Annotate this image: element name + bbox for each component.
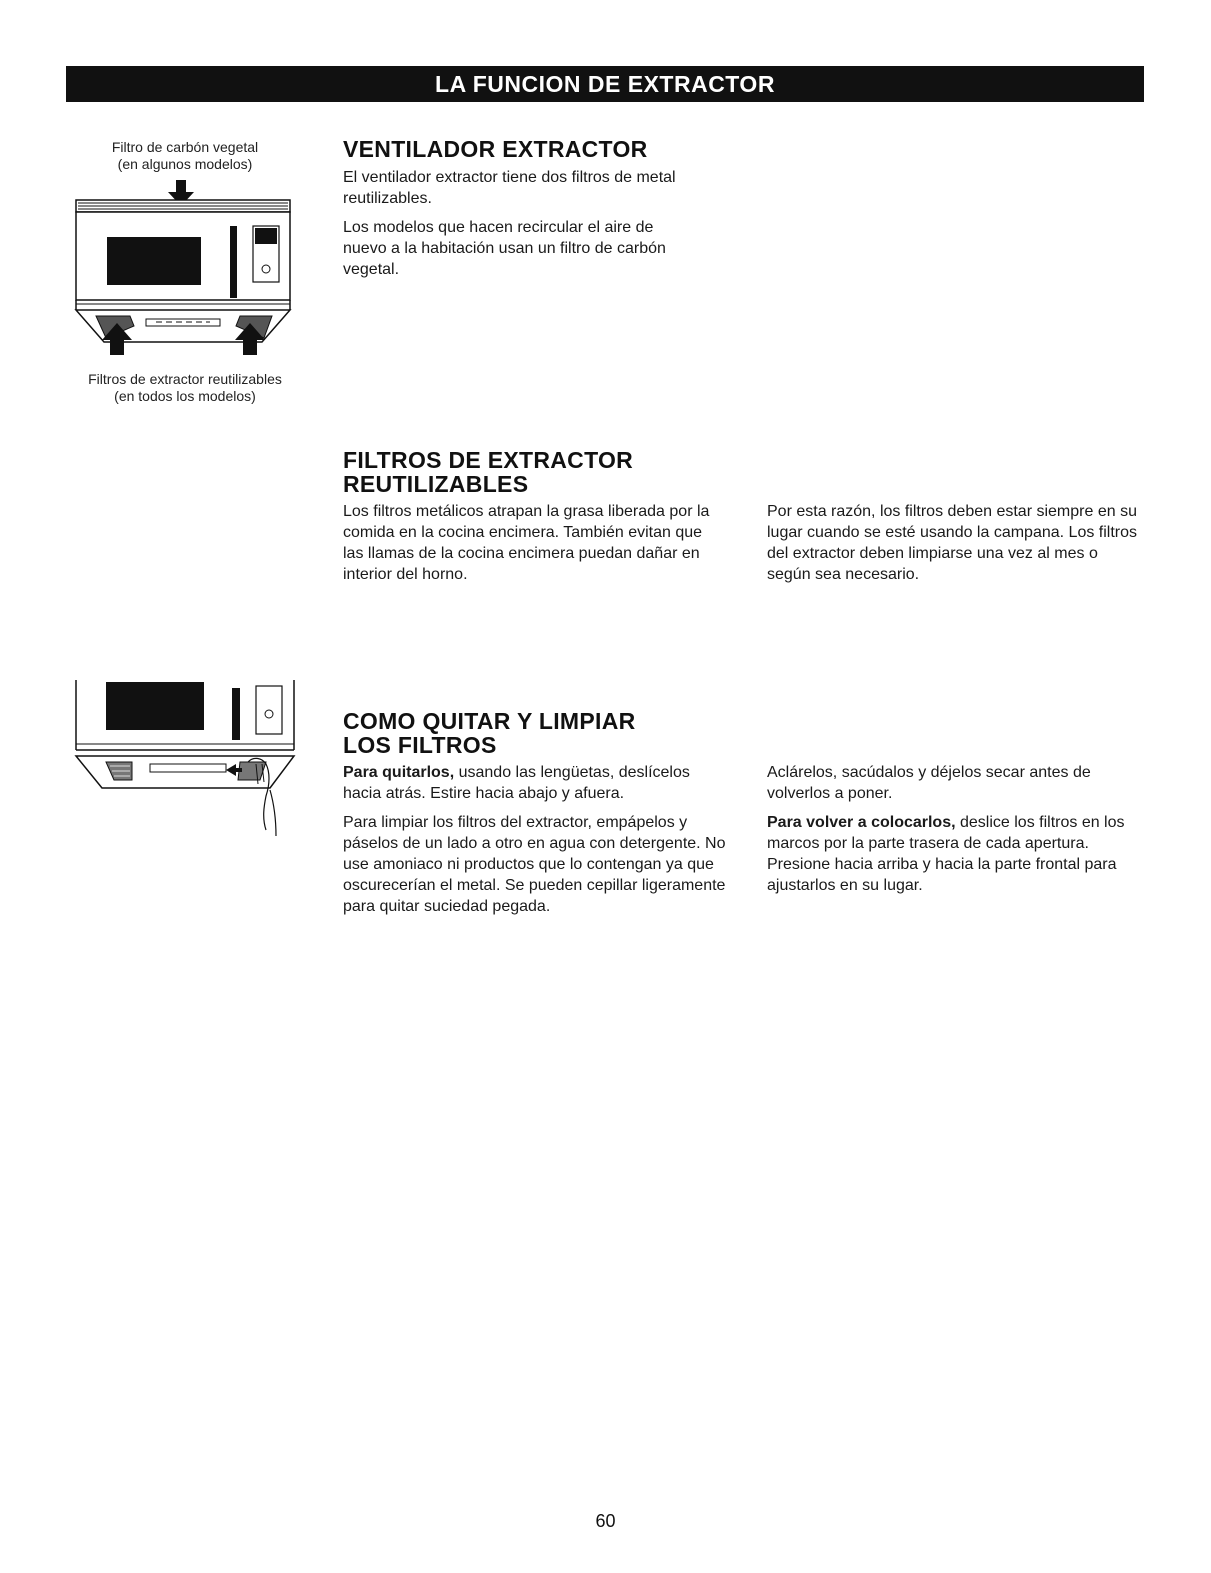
ventilador-extractor-heading: VENTILADOR EXTRACTOR bbox=[343, 136, 648, 162]
paragraph: Aclárelos, sacúdalos y déjelos secar antes de volverlos a poner. bbox=[767, 764, 1091, 802]
paragraph: Para limpiar los filtros del extractor, empápelos y páselos de un lado a otro en agua con detergente. No use amoniaco ni productos que lo contengan ya que oscurecerían el metal. Se pueden cepillar ligeramente para quitar suciedad pegada. bbox=[343, 814, 726, 915]
filtros-extractor-col1 bbox=[343, 501, 723, 593]
paragraph: El ventilador extractor tiene dos filtros de metal reutilizables. bbox=[343, 169, 676, 207]
paragraph: Por esta razón, los filtros deben estar siempre en su lugar cuando se esté usando la campana. Los filtros del extractor deben limpiarse una vez al mes o según sea necesario. bbox=[767, 503, 1138, 583]
paragraph: Los filtros metálicos atrapan la grasa liberada por la comida en la cocina encimera. También evitan que las llamas de la cocina encimera puedan dañar en interior del horno. bbox=[343, 503, 710, 583]
section-header-title: LA FUNCION DE EXTRACTOR bbox=[435, 70, 775, 97]
paragraph: Los modelos que hacen recircular el aire de nuevo a la habitación usan un filtro de carbón vegetal. bbox=[343, 219, 666, 278]
microwave-filters-illustration bbox=[60, 180, 310, 355]
como-quitar-col1 bbox=[343, 762, 728, 925]
section-header-bar bbox=[66, 66, 1144, 102]
filter-removal-illustration bbox=[70, 680, 300, 850]
charcoal-filter-caption: Filtro de carbón vegetal (en algunos modelos) bbox=[111, 139, 259, 172]
filtros-extractor-heading: FILTROS DE EXTRACTOR REUTILIZABLES bbox=[343, 447, 634, 497]
reusable-filters-caption: Filtros de extractor reutilizables (en todos los modelos) bbox=[88, 371, 282, 404]
ventilador-extractor-body bbox=[343, 167, 683, 288]
paragraph: Para volver a colocarlos, deslice los filtros en los marcos por la parte trasera de cada apertura. Presione hacia arriba y hacia la parte frontal para ajustarlos en su lugar. bbox=[767, 814, 1125, 894]
como-quitar-col2 bbox=[767, 762, 1145, 904]
paragraph: Para quitarlos, usando las lengüetas, deslícelos hacia atrás. Estire hacia abajo y afuera. bbox=[343, 764, 690, 802]
como-quitar-heading: COMO QUITAR Y LIMPIAR LOS FILTROS bbox=[343, 708, 636, 758]
page-number: 60 bbox=[595, 1511, 616, 1531]
filtros-extractor-col2 bbox=[767, 501, 1142, 593]
